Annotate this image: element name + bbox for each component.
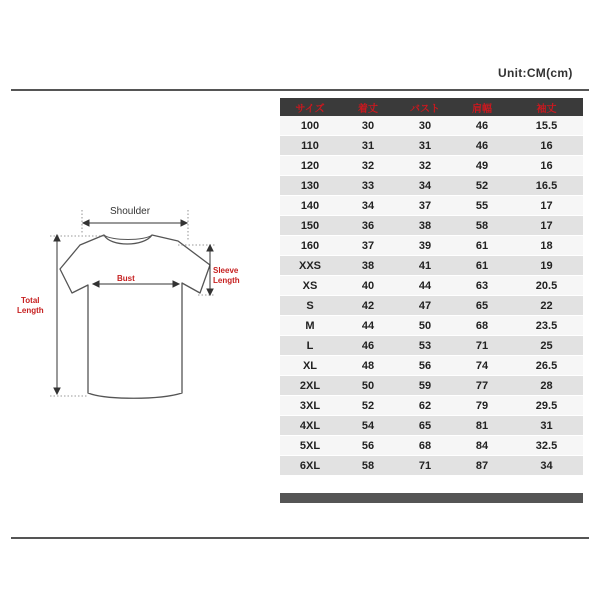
table-cell: 16 <box>510 156 583 176</box>
sleeve-length-label-2: Length <box>213 276 240 285</box>
table-cell: 30 <box>340 116 396 136</box>
table-cell: 56 <box>340 436 396 456</box>
table-cell: 41 <box>396 256 454 276</box>
table-cell: 38 <box>340 256 396 276</box>
table-cell: 32.5 <box>510 436 583 456</box>
table-cell: 50 <box>396 316 454 336</box>
table-cell: 22 <box>510 296 583 316</box>
table-cell: L <box>280 336 340 356</box>
top-divider <box>11 89 589 91</box>
table-cell: 110 <box>280 136 340 156</box>
header-bust: バスト <box>396 98 454 116</box>
table-cell: 59 <box>396 376 454 396</box>
table-row <box>280 276 583 296</box>
table-cell: XS <box>280 276 340 296</box>
header-shoulder: 肩幅 <box>454 98 510 116</box>
size-chart-table <box>280 98 583 476</box>
table-cell: 48 <box>340 356 396 376</box>
table-cell: 16 <box>510 136 583 156</box>
table-cell: 31 <box>510 416 583 436</box>
table-cell: 56 <box>396 356 454 376</box>
table-cell: 28 <box>510 376 583 396</box>
table-cell: 17 <box>510 216 583 236</box>
table-row <box>280 316 583 336</box>
table-row <box>280 296 583 316</box>
table-cell: 54 <box>340 416 396 436</box>
shoulder-label: Shoulder <box>110 206 151 217</box>
table-row <box>280 416 583 436</box>
table-cell: XXS <box>280 256 340 276</box>
table-cell: 44 <box>340 316 396 336</box>
table-cell: 52 <box>454 176 510 196</box>
table-cell: 39 <box>396 236 454 256</box>
table-cell: 120 <box>280 156 340 176</box>
table-cell: 33 <box>340 176 396 196</box>
table-cell: 34 <box>510 456 583 476</box>
table-cell: XL <box>280 356 340 376</box>
table-cell: 37 <box>396 196 454 216</box>
table-cell: 55 <box>454 196 510 216</box>
table-cell: 34 <box>396 176 454 196</box>
table-cell: 49 <box>454 156 510 176</box>
header-sleeve: 袖丈 <box>510 98 583 116</box>
table-row <box>280 116 583 136</box>
table-cell: 150 <box>280 216 340 236</box>
table-cell: 53 <box>396 336 454 356</box>
table-cell: 71 <box>396 456 454 476</box>
table-cell: 46 <box>454 136 510 156</box>
table-cell: 37 <box>340 236 396 256</box>
table-cell: 31 <box>396 136 454 156</box>
sleeve-length-label-1: Sleeve <box>213 266 239 275</box>
table-cell: 32 <box>340 156 396 176</box>
table-cell: 46 <box>340 336 396 356</box>
table-cell: 5XL <box>280 436 340 456</box>
table-cell: 44 <box>396 276 454 296</box>
table-cell: 36 <box>340 216 396 236</box>
table-cell: 42 <box>340 296 396 316</box>
table-cell: 30 <box>396 116 454 136</box>
table-cell: 58 <box>340 456 396 476</box>
table-cell: 71 <box>454 336 510 356</box>
table-cell: 52 <box>340 396 396 416</box>
table-cell: 19 <box>510 256 583 276</box>
table-row <box>280 436 583 456</box>
table-cell: 6XL <box>280 456 340 476</box>
table-cell: 34 <box>340 196 396 216</box>
table-cell: 26.5 <box>510 356 583 376</box>
table-cell: 58 <box>454 216 510 236</box>
table-cell: 20.5 <box>510 276 583 296</box>
table-cell: 38 <box>396 216 454 236</box>
table-cell: 40 <box>340 276 396 296</box>
table-cell: 100 <box>280 116 340 136</box>
header-length: 着丈 <box>340 98 396 116</box>
table-cell: 25 <box>510 336 583 356</box>
table-cell: 160 <box>280 236 340 256</box>
table-cell: 61 <box>454 256 510 276</box>
table-row <box>280 156 583 176</box>
table-row <box>280 136 583 156</box>
table-cell: 2XL <box>280 376 340 396</box>
total-length-label-2: Length <box>17 306 44 315</box>
tshirt-measurement-diagram <box>10 195 250 410</box>
table-cell: 15.5 <box>510 116 583 136</box>
table-cell: 31 <box>340 136 396 156</box>
table-cell: 3XL <box>280 396 340 416</box>
table-row <box>280 176 583 196</box>
table-row <box>280 396 583 416</box>
table-row <box>280 196 583 216</box>
table-row <box>280 456 583 476</box>
table-cell: M <box>280 316 340 336</box>
table-header-row <box>280 98 583 116</box>
unit-label: Unit:CM(cm) <box>498 66 573 80</box>
table-row <box>280 376 583 396</box>
table-cell: 29.5 <box>510 396 583 416</box>
table-cell: 46 <box>454 116 510 136</box>
table-cell: 68 <box>454 316 510 336</box>
table-row <box>280 356 583 376</box>
table-cell: 63 <box>454 276 510 296</box>
table-cell: 84 <box>454 436 510 456</box>
table-cell: 79 <box>454 396 510 416</box>
table-cell: 68 <box>396 436 454 456</box>
table-cell: 32 <box>396 156 454 176</box>
table-row <box>280 216 583 236</box>
table-cell: 140 <box>280 196 340 216</box>
table-cell: 65 <box>454 296 510 316</box>
table-row <box>280 256 583 276</box>
table-cell: 130 <box>280 176 340 196</box>
table-cell: 74 <box>454 356 510 376</box>
table-cell: 17 <box>510 196 583 216</box>
header-size: サイズ <box>280 98 340 116</box>
table-cell: S <box>280 296 340 316</box>
table-cell: 62 <box>396 396 454 416</box>
total-length-label-1: Total <box>21 296 40 305</box>
table-cell: 4XL <box>280 416 340 436</box>
table-cell: 61 <box>454 236 510 256</box>
bust-label: Bust <box>117 274 135 283</box>
table-footer-bar <box>280 493 583 503</box>
table-row <box>280 336 583 356</box>
table-cell: 23.5 <box>510 316 583 336</box>
table-cell: 81 <box>454 416 510 436</box>
table-cell: 16.5 <box>510 176 583 196</box>
table-cell: 65 <box>396 416 454 436</box>
table-cell: 87 <box>454 456 510 476</box>
bottom-divider <box>11 537 589 539</box>
table-cell: 47 <box>396 296 454 316</box>
table-cell: 77 <box>454 376 510 396</box>
table-cell: 50 <box>340 376 396 396</box>
table-row <box>280 236 583 256</box>
table-cell: 18 <box>510 236 583 256</box>
tshirt-outline-icon <box>10 195 250 410</box>
